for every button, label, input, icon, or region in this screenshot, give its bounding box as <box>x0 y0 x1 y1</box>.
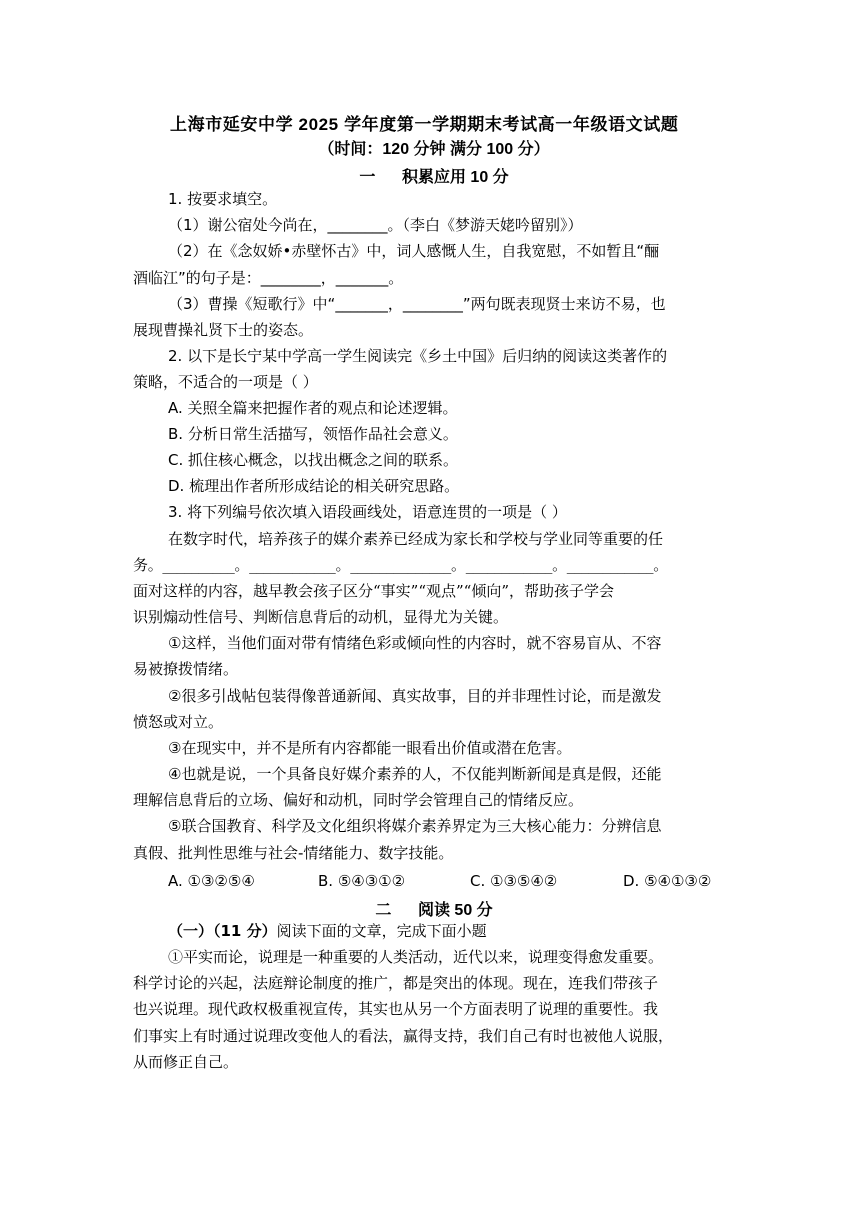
q2-option-a: A. 关照全篇来把握作者的观点和论述逻辑。 <box>168 399 458 417</box>
reading-1-para-line2: 科学讨论的兴起，法庭辩论制度的推广，都是突出的体现。现在，连我们带孩子 <box>133 974 659 992</box>
q3-sentence-5-line2: 真假、批判性思维与社会-情绪能力、数字技能。 <box>133 844 454 862</box>
reading-1-intro-score: （一）（11 分） <box>168 922 277 940</box>
q2-stem-line2: 策略，不适合的一项是（ ） <box>133 373 318 391</box>
reading-1-para-line3: 也兴说理。现代政权极重视宣传，其实也从另一个方面表明了说理的重要性。我 <box>133 1000 659 1018</box>
q3-option-d: D. ⑤④①③② <box>623 872 712 890</box>
q3-stem: 3. 将下列编号依次填入语段画线处，语意连贯的一项是（ ） <box>168 503 567 521</box>
q2-option-b: B. 分析日常生活描写，领悟作品社会意义。 <box>168 425 458 443</box>
exam-subtitle: （时间：120 分钟 满分 100 分） <box>318 141 550 158</box>
q3-sentence-5-line1: ⑤联合国教育、科学及文化组织将媒介素养界定为三大核心能力：分辨信息 <box>168 817 662 835</box>
q2-option-c: C. 抓住核心概念，以找出概念之间的联系。 <box>168 451 459 469</box>
q1-item-3-line1: （3）曹操《短歌行》中“_______，________”两句既表现贤士来访不易，也 <box>168 295 666 313</box>
reading-1-para-line4: 们事实上有时通过说理改变他人的看法，赢得支持，我们自己有时也被他人说服， <box>133 1027 674 1045</box>
exam-title: 上海市延安中学 2025 学年度第一学期期末考试高一年级语文试题 <box>170 115 679 134</box>
reading-1-intro <box>168 924 487 939</box>
q3-passage-line4: 识别煽动性信号、判断信息背后的动机，显得尤为关键。 <box>133 608 509 626</box>
q3-sentence-3: ③在现实中，并不是所有内容都能一眼看出价值或潜在危害。 <box>168 739 572 757</box>
q2-option-d: D. 梳理出作者所形成结论的相关研究思路。 <box>168 477 460 495</box>
q3-sentence-2-line2: 愤怒或对立。 <box>133 713 224 731</box>
q1-stem: 1. 按要求填空。 <box>168 190 278 208</box>
section-heading-accumulation: 一 积累应用 10 分 <box>359 169 509 186</box>
section-heading-reading: 二 阅读 50 分 <box>375 902 493 919</box>
q3-sentence-1-line2: 易被撩拨情绪。 <box>133 660 239 678</box>
q1-item-2-line1: （2）在《念奴娇•赤壁怀古》中，词人感慨人生，自我宽慰，不如暂且“酾 <box>168 242 660 260</box>
q3-sentence-4-line2: 理解信息背后的立场、偏好和动机，同时学会管理自己的情绪反应。 <box>133 791 584 809</box>
q1-item-2-line2: 酒临江”的句子是：________，_______。 <box>133 269 404 287</box>
reading-1-para-line5: 从而修正自己。 <box>133 1053 239 1071</box>
q3-sentence-1-line1: ①这样，当他们面对带有情绪色彩或倾向性的内容时，就不容易盲从、不容 <box>168 634 662 652</box>
q3-option-b: B. ⑤④③①② <box>318 872 406 890</box>
q2-stem-line1: 2. 以下是长宁某中学高一学生阅读完《乡土中国》后归纳的阅读这类著作的 <box>168 347 668 365</box>
q1-item-1: （1）谢公宿处今尚在，________。（李白《梦游天姥吟留别》） <box>168 216 583 234</box>
reading-1-intro-instruction: 阅读下面的文章，完成下面小题 <box>276 922 487 940</box>
q3-passage-line1: 在数字时代，培养孩子的媒介素养已经成为家长和学校与学业同等重要的任 <box>168 530 664 548</box>
q3-sentence-2-line1: ②很多引战帖包装得像普通新闻、真实故事，目的并非理性讨论，而是激发 <box>168 687 662 705</box>
q1-item-3-line2: 展现曹操礼贤下士的姿态。 <box>133 321 314 339</box>
q3-sentence-4-line1: ④也就是说，一个具备良好媒介素养的人，不仅能判断新闻是真是假，还能 <box>168 765 662 783</box>
q3-passage-line2: 务。__________。____________。______________。____________。____________。 <box>133 556 668 574</box>
q3-option-c: C. ①③⑤④② <box>470 872 558 890</box>
q3-passage-line3: 面对这样的内容，越早教会孩子区分“事实”“观点”“倾向”，帮助孩子学会 <box>133 582 615 600</box>
q3-option-a: A. ①③②⑤④ <box>168 872 255 890</box>
reading-1-para-line1: ①平实而论，说理是一种重要的人类活动，近代以来，说理变得愈发重要。 <box>168 948 664 966</box>
